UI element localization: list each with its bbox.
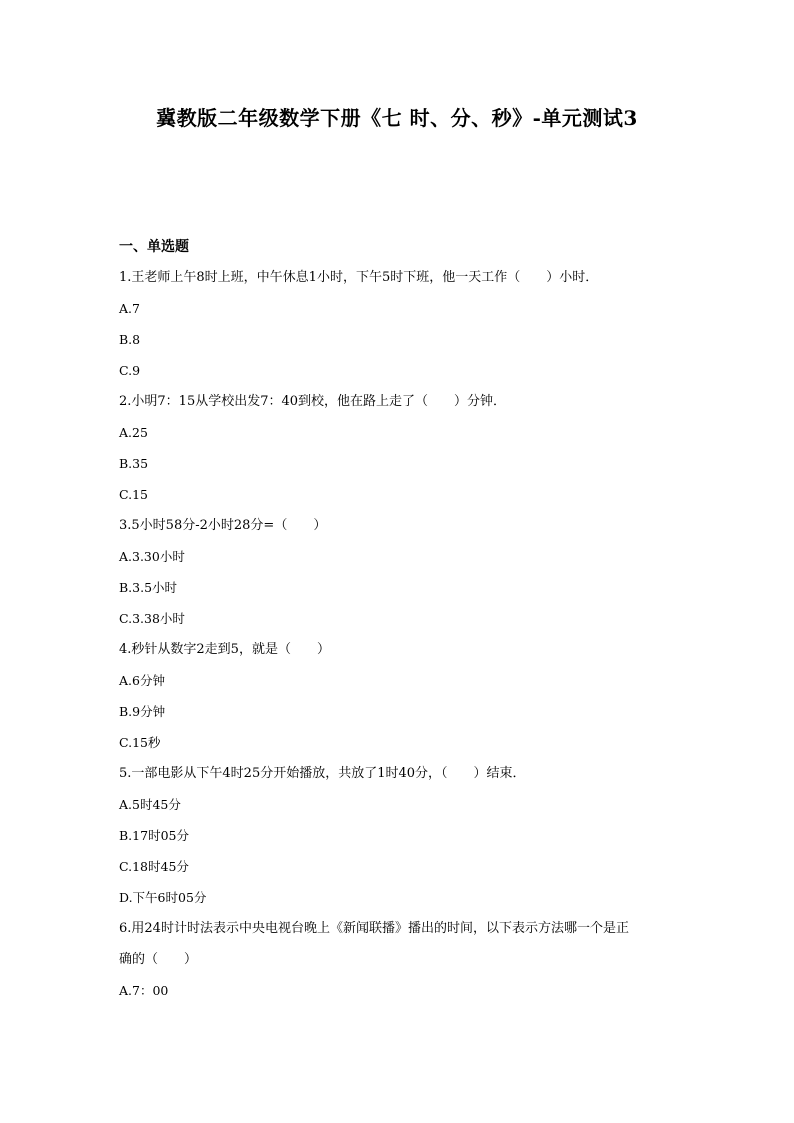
question-5-option-c: C.18时45分: [119, 859, 189, 874]
question-5-option-b: B.17时05分: [119, 828, 189, 843]
document-body: [119, 235, 689, 1010]
question-4-stem: 4.秒针从数字2走到5，就是（ ）: [119, 642, 330, 657]
question-1-stem: 1.王老师上午8时上班，中午休息1小时，下午5时下班，他一天工作（ ）小时．: [119, 270, 599, 285]
question-3-option-c: C.3.38小时: [119, 611, 185, 626]
question-1-option-a: A.7: [119, 301, 140, 316]
section-heading: 一、单选题: [119, 239, 189, 255]
question-3-option-b: B.3.5小时: [119, 580, 178, 595]
question-6-option-a: A.7：00: [119, 983, 169, 998]
question-4-option-c: C.15秒: [119, 735, 161, 750]
question-5-option-d: D.下午6时05分: [119, 890, 207, 905]
question-2-option-a: A.25: [119, 425, 148, 440]
question-2-option-b: B.35: [119, 456, 149, 471]
question-4-option-b: B.9分钟: [119, 704, 166, 719]
question-4-option-a: A.6分钟: [119, 673, 165, 688]
question-3-option-a: A.3.30小时: [119, 549, 185, 564]
question-6-stem-line-1: 6.用24时计时法表示中央电视台晚上《新闻联播》播出的时间，以下表示方法哪一个是正: [119, 921, 629, 936]
question-5-option-a: A.5时45分: [119, 797, 181, 812]
question-2-option-c: C.15: [119, 487, 148, 502]
question-3-stem: 3.5小时58分-2小时28分=（ ）: [119, 518, 327, 533]
question-6-stem-line-2: 确的（ ）: [119, 952, 198, 967]
question-1-option-b: B.8: [119, 332, 141, 347]
question-2-stem: 2.小明7：15从学校出发7：40到校，他在路上走了（ ）分钟．: [119, 394, 507, 409]
question-5-stem: 5.一部电影从下午4时25分开始播放，共放了1时40分，（ ）结束．: [119, 766, 526, 781]
document-title: 冀教版二年级数学下册《七 时、分、秒》-单元测试3: [156, 106, 638, 130]
question-1-option-c: C.9: [119, 363, 141, 378]
